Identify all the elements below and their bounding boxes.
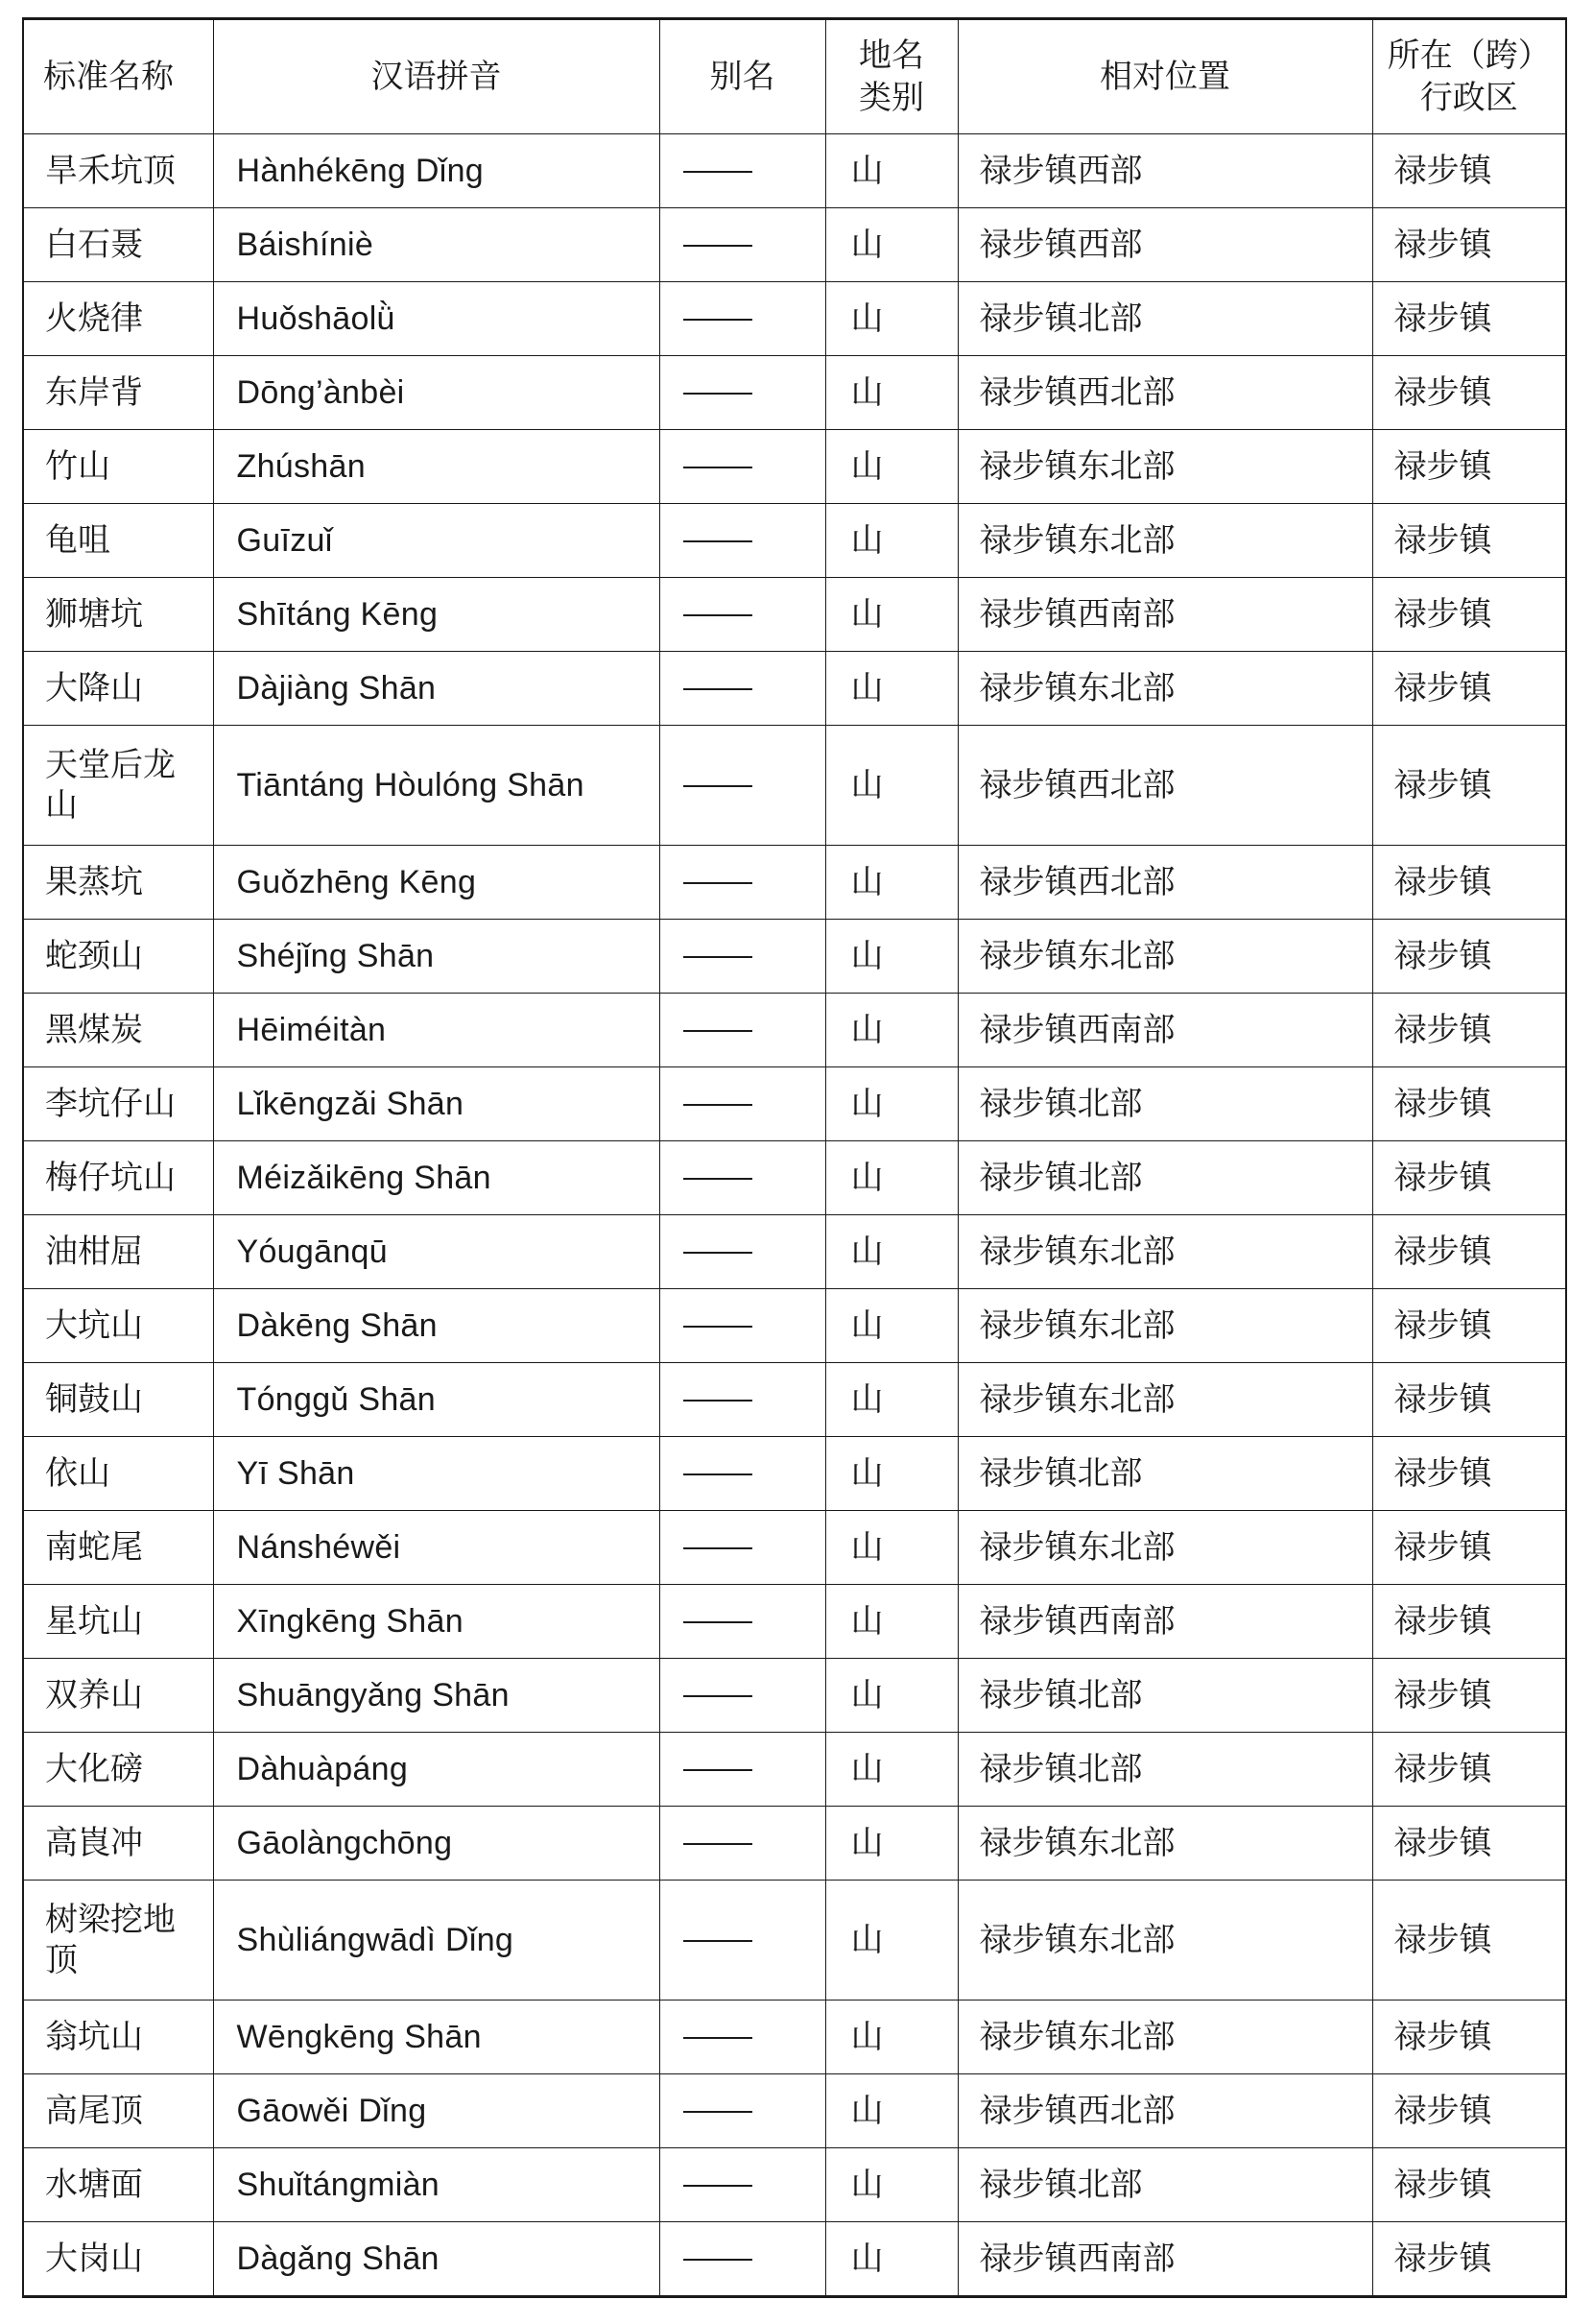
pinyin-cell: Dōng’ànbèi [213,356,659,430]
standard-name-cell: 大化磅 [23,1733,213,1807]
alias-empty-dash [683,1547,752,1549]
table-row [23,1067,1566,1141]
alias-cell [659,920,825,994]
admin-region-cell: 禄步镇 [1372,2074,1566,2148]
relative-position-cell: 禄步镇北部 [958,1733,1372,1807]
alias-cell [659,208,825,282]
alias-cell [659,846,825,920]
alias-empty-dash [683,1473,752,1475]
pinyin-cell: Tónggǔ Shān [213,1363,659,1437]
alias-cell [659,1141,825,1215]
alias-cell [659,2148,825,2222]
table-header [23,19,1566,134]
admin-region-cell: 禄步镇 [1372,1585,1566,1659]
alias-empty-dash [683,1252,752,1254]
standard-name-cell: 依山 [23,1437,213,1511]
table-row [23,1511,1566,1585]
alias-empty-dash [683,1695,752,1697]
pinyin-cell: Guǒzhēng Kēng [213,846,659,920]
table-row [23,1289,1566,1363]
alias-cell [659,726,825,846]
alias-cell [659,2222,825,2297]
place-type-cell: 山 [825,1215,958,1289]
pinyin-cell: Gāowěi Dǐng [213,2074,659,2148]
place-type-cell: 山 [825,2074,958,2148]
alias-empty-dash [683,319,752,321]
table-row [23,1141,1566,1215]
header-standard-name: 标准名称 [23,19,213,134]
alias-empty-dash [683,1030,752,1032]
relative-position-cell: 禄步镇西部 [958,208,1372,282]
alias-empty-dash [683,2259,752,2261]
standard-name-cell: 梅仔坑山 [23,1141,213,1215]
admin-region-cell: 禄步镇 [1372,1437,1566,1511]
admin-region-cell: 禄步镇 [1372,1141,1566,1215]
header-place-type [825,19,958,134]
table-row [23,1807,1566,1881]
alias-cell [659,652,825,726]
alias-empty-dash [683,956,752,958]
table-row [23,208,1566,282]
admin-region-cell: 禄步镇 [1372,356,1566,430]
relative-position-cell: 禄步镇北部 [958,1437,1372,1511]
alias-empty-dash [683,688,752,690]
table-row [23,2222,1566,2297]
pinyin-cell: Yóugānqū [213,1215,659,1289]
table-row [23,994,1566,1067]
pinyin-cell: Méizǎikēng Shān [213,1141,659,1215]
alias-empty-dash [683,393,752,395]
relative-position-cell: 禄步镇东北部 [958,430,1372,504]
relative-position-cell: 禄步镇西北部 [958,2074,1372,2148]
alias-empty-dash [683,2111,752,2113]
table-row [23,1659,1566,1733]
relative-position-cell: 禄步镇北部 [958,282,1372,356]
relative-position-cell: 禄步镇东北部 [958,1807,1372,1881]
alias-cell [659,1363,825,1437]
pinyin-cell: Lǐkēngzǎi Shān [213,1067,659,1141]
standard-name-cell: 竹山 [23,430,213,504]
admin-region-cell: 禄步镇 [1372,726,1566,846]
place-type-cell: 山 [825,430,958,504]
header-place-type-line1: 地名 [859,36,924,75]
pinyin-cell: Dàjiàng Shān [213,652,659,726]
alias-cell [659,1289,825,1363]
table-row [23,2148,1566,2222]
alias-cell [659,1807,825,1881]
standard-name-cell: 星坑山 [23,1585,213,1659]
place-type-cell: 山 [825,356,958,430]
relative-position-cell: 禄步镇西南部 [958,2222,1372,2297]
alias-empty-dash [683,1940,752,1942]
alias-cell [659,134,825,208]
admin-region-cell: 禄步镇 [1372,282,1566,356]
relative-position-cell: 禄步镇东北部 [958,652,1372,726]
pinyin-cell: Nánshéwěi [213,1511,659,1585]
standard-name-cell: 黑煤炭 [23,994,213,1067]
alias-cell [659,504,825,578]
alias-cell [659,1585,825,1659]
header-relative-position: 相对位置 [958,19,1372,134]
header-admin-region-line1: 所在（跨） [1387,36,1551,75]
table-row [23,134,1566,208]
alias-empty-dash [683,1769,752,1771]
header-pinyin: 汉语拼音 [213,19,659,134]
pinyin-cell: Shuāngyǎng Shān [213,1659,659,1733]
standard-name-cell: 双养山 [23,1659,213,1733]
alias-empty-dash [683,2185,752,2187]
table-row [23,1585,1566,1659]
table-row [23,356,1566,430]
alias-cell [659,578,825,652]
admin-region-cell: 禄步镇 [1372,1807,1566,1881]
alias-cell [659,356,825,430]
alias-empty-dash [683,540,752,542]
relative-position-cell: 禄步镇东北部 [958,2001,1372,2074]
standard-name-cell: 翁坑山 [23,2001,213,2074]
place-type-cell: 山 [825,652,958,726]
relative-position-cell: 禄步镇东北部 [958,1363,1372,1437]
table-row [23,504,1566,578]
alias-empty-dash [683,171,752,173]
relative-position-cell: 禄步镇北部 [958,1659,1372,1733]
standard-name-cell: 狮塘坑 [23,578,213,652]
alias-empty-dash [683,1843,752,1845]
admin-region-cell: 禄步镇 [1372,578,1566,652]
place-type-cell: 山 [825,1881,958,2001]
table-row [23,846,1566,920]
pinyin-cell: Shùliángwādì Dǐng [213,1881,659,2001]
admin-region-cell: 禄步镇 [1372,846,1566,920]
standard-name-cell: 旱禾坑顶 [23,134,213,208]
relative-position-cell: 禄步镇东北部 [958,1511,1372,1585]
pinyin-cell: Dàhuàpáng [213,1733,659,1807]
table-row [23,920,1566,994]
place-type-cell: 山 [825,2222,958,2297]
standard-name-cell: 水塘面 [23,2148,213,2222]
admin-region-cell: 禄步镇 [1372,430,1566,504]
alias-empty-dash [683,1326,752,1328]
standard-name-cell: 白石聂 [23,208,213,282]
pinyin-cell: Dàkēng Shān [213,1289,659,1363]
table-row [23,430,1566,504]
pinyin-cell: Báishíniè [213,208,659,282]
admin-region-cell: 禄步镇 [1372,920,1566,994]
place-type-cell: 山 [825,1511,958,1585]
pinyin-cell: Hēiméitàn [213,994,659,1067]
relative-position-cell: 禄步镇东北部 [958,1215,1372,1289]
table-row [23,578,1566,652]
pinyin-cell: Shéjǐng Shān [213,920,659,994]
alias-empty-dash [683,245,752,247]
pinyin-cell: Yī Shān [213,1437,659,1511]
table-row [23,726,1566,846]
pinyin-cell: Dàgǎng Shān [213,2222,659,2297]
pinyin-cell: Tiāntáng Hòulóng Shān [213,726,659,846]
standard-name-cell: 火烧律 [23,282,213,356]
relative-position-cell: 禄步镇西南部 [958,578,1372,652]
pinyin-cell: Huǒshāolǜ [213,282,659,356]
table-row [23,1437,1566,1511]
standard-name-cell: 蛇颈山 [23,920,213,994]
table-body [23,134,1566,2297]
table-row [23,1881,1566,2001]
admin-region-cell: 禄步镇 [1372,652,1566,726]
place-type-cell: 山 [825,1141,958,1215]
place-type-cell: 山 [825,134,958,208]
standard-name-cell: 李坑仔山 [23,1067,213,1141]
relative-position-cell: 禄步镇东北部 [958,1289,1372,1363]
admin-region-cell: 禄步镇 [1372,1215,1566,1289]
alias-empty-dash [683,1104,752,1106]
admin-region-cell: 禄步镇 [1372,994,1566,1067]
relative-position-cell: 禄步镇西北部 [958,846,1372,920]
relative-position-cell: 禄步镇北部 [958,1067,1372,1141]
alias-empty-dash [683,2037,752,2039]
alias-empty-dash [683,1621,752,1623]
relative-position-cell: 禄步镇北部 [958,1141,1372,1215]
relative-position-cell: 禄步镇东北部 [958,504,1372,578]
relative-position-cell: 禄步镇东北部 [958,1881,1372,2001]
place-type-cell: 山 [825,1807,958,1881]
table-row [23,2001,1566,2074]
pinyin-cell: Shuǐtángmiàn [213,2148,659,2222]
admin-region-cell: 禄步镇 [1372,1363,1566,1437]
place-type-cell: 山 [825,726,958,846]
header-admin-region [1372,19,1566,134]
place-type-cell: 山 [825,1733,958,1807]
header-alias: 别名 [659,19,825,134]
standard-name-cell: 南蛇尾 [23,1511,213,1585]
alias-empty-dash [683,785,752,787]
admin-region-cell: 禄步镇 [1372,1511,1566,1585]
alias-cell [659,1511,825,1585]
alias-empty-dash [683,467,752,468]
header-row [23,19,1566,134]
alias-cell [659,1067,825,1141]
admin-region-cell: 禄步镇 [1372,208,1566,282]
standard-name-cell: 高尾顶 [23,2074,213,2148]
table-row [23,1733,1566,1807]
place-type-cell: 山 [825,1067,958,1141]
alias-cell [659,430,825,504]
admin-region-cell: 禄步镇 [1372,1289,1566,1363]
place-name-table [22,17,1567,2298]
alias-empty-dash [683,882,752,884]
place-type-cell: 山 [825,578,958,652]
relative-position-cell: 禄步镇西南部 [958,994,1372,1067]
pinyin-cell: Shītáng Kēng [213,578,659,652]
admin-region-cell: 禄步镇 [1372,1067,1566,1141]
alias-cell [659,282,825,356]
pinyin-cell: Hànhékēng Dǐng [213,134,659,208]
relative-position-cell: 禄步镇东北部 [958,920,1372,994]
standard-name-cell: 果蒸坑 [23,846,213,920]
admin-region-cell: 禄步镇 [1372,2148,1566,2222]
admin-region-cell: 禄步镇 [1372,2222,1566,2297]
header-place-type-line2: 类别 [859,79,924,117]
place-type-cell: 山 [825,994,958,1067]
table-row [23,282,1566,356]
place-type-cell: 山 [825,2148,958,2222]
place-type-cell: 山 [825,920,958,994]
admin-region-cell: 禄步镇 [1372,134,1566,208]
table-row [23,652,1566,726]
standard-name-cell: 天堂后龙山 [23,726,213,846]
header-admin-region-line2: 行政区 [1419,79,1518,117]
standard-name-cell: 树梁挖地顶 [23,1881,213,2001]
admin-region-cell: 禄步镇 [1372,1659,1566,1733]
standard-name-cell: 龟咀 [23,504,213,578]
alias-cell [659,1215,825,1289]
alias-empty-dash [683,1178,752,1180]
alias-cell [659,1437,825,1511]
admin-region-cell: 禄步镇 [1372,1881,1566,2001]
pinyin-cell: Xīngkēng Shān [213,1585,659,1659]
place-type-cell: 山 [825,2001,958,2074]
alias-cell [659,2074,825,2148]
standard-name-cell: 东岸背 [23,356,213,430]
place-type-cell: 山 [825,1289,958,1363]
standard-name-cell: 大坑山 [23,1289,213,1363]
relative-position-cell: 禄步镇北部 [958,2148,1372,2222]
relative-position-cell: 禄步镇西部 [958,134,1372,208]
pinyin-cell: Gāolàngchōng [213,1807,659,1881]
table-row [23,1363,1566,1437]
relative-position-cell: 禄步镇西北部 [958,726,1372,846]
pinyin-cell: Zhúshān [213,430,659,504]
place-type-cell: 山 [825,1585,958,1659]
standard-name-cell: 大降山 [23,652,213,726]
table-row [23,2074,1566,2148]
place-type-cell: 山 [825,1659,958,1733]
place-type-cell: 山 [825,208,958,282]
pinyin-cell: Guīzuǐ [213,504,659,578]
standard-name-cell: 铜鼓山 [23,1363,213,1437]
admin-region-cell: 禄步镇 [1372,1733,1566,1807]
admin-region-cell: 禄步镇 [1372,504,1566,578]
alias-cell [659,994,825,1067]
alias-empty-dash [683,1400,752,1402]
standard-name-cell: 大岗山 [23,2222,213,2297]
alias-cell [659,1881,825,2001]
relative-position-cell: 禄步镇西北部 [958,356,1372,430]
alias-cell [659,1659,825,1733]
place-type-cell: 山 [825,1437,958,1511]
alias-empty-dash [683,614,752,616]
pinyin-cell: Wēngkēng Shān [213,2001,659,2074]
admin-region-cell: 禄步镇 [1372,2001,1566,2074]
place-type-cell: 山 [825,1363,958,1437]
alias-cell [659,2001,825,2074]
gazetteer-page [22,17,1565,2298]
place-type-cell: 山 [825,504,958,578]
table-row [23,1215,1566,1289]
standard-name-cell: 油柑屈 [23,1215,213,1289]
place-type-cell: 山 [825,282,958,356]
relative-position-cell: 禄步镇西南部 [958,1585,1372,1659]
alias-cell [659,1733,825,1807]
place-type-cell: 山 [825,846,958,920]
standard-name-cell: 高崀冲 [23,1807,213,1881]
